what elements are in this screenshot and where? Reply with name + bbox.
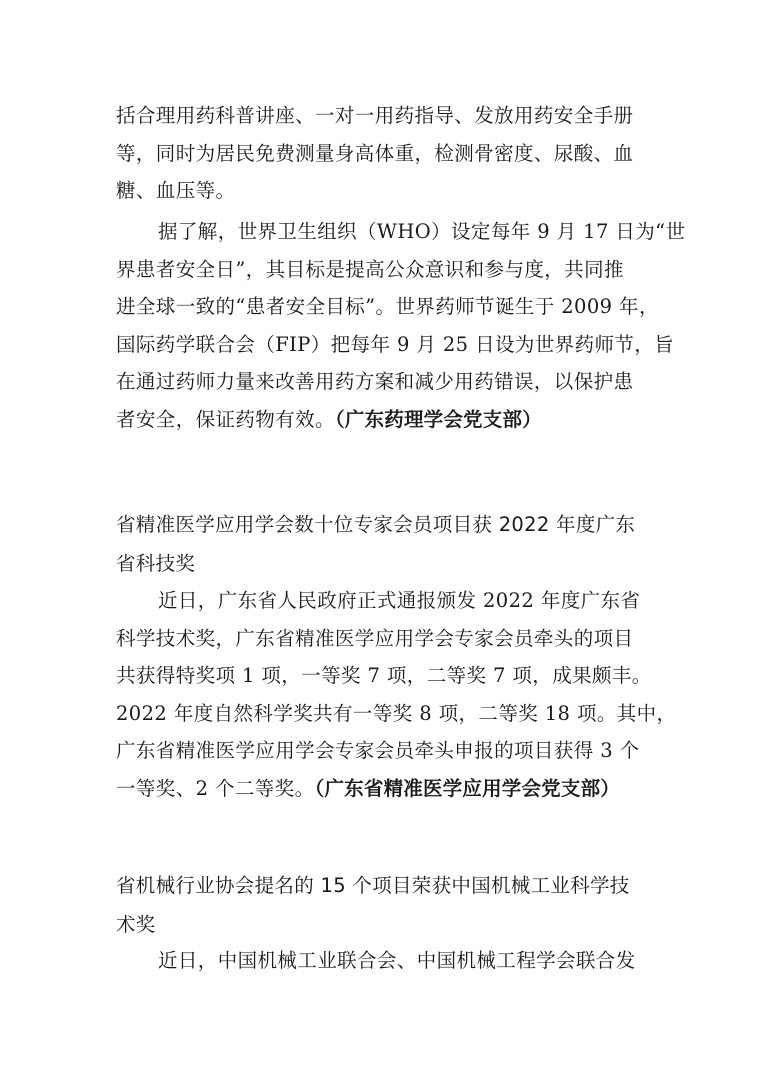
paragraph-line: 在通过药师力量来改善用药方案和减少用药错误，以保护患: [116, 370, 634, 394]
paragraph-text: 一等奖、2 个二等奖。: [116, 776, 315, 800]
paragraph-continued: [116, 97, 661, 210]
heading-line: 省科技奖: [116, 552, 196, 575]
paragraph-machinery-award: [116, 942, 661, 980]
paragraph-last-line: [116, 401, 661, 439]
paragraph-line: 国际药学联合会（FIP）把每年 9 月 25 日设为世界药师节，旨: [116, 332, 675, 356]
paragraph-text: 者安全，保证药物有效。: [116, 407, 335, 431]
paragraph-line: 科学技术奖，广东省精准医学应用学会专家会员牵头的项目: [116, 626, 634, 650]
paragraph-line: 据了解，世界卫生组织（WHO）设定每年 9 月 17 日为“世: [158, 220, 686, 243]
heading-line: 省机械行业协会提名的 15 个项目荣获中国机械工业科学技: [116, 874, 630, 897]
heading-line: 术奖: [116, 913, 156, 936]
paragraph-line: 广东省精准医学应用学会专家会员牵头申报的项目获得 3 个: [116, 739, 640, 763]
source-attribution: （广东省精准医学应用学会党支部）: [314, 776, 620, 800]
heading-line: 省精准医学应用学会数十位专家会员项目获 2022 年度广东: [116, 513, 636, 536]
paragraph-line: 进全球一致的“患者安全目标”。世界药师节诞生于 2009 年，: [116, 295, 659, 319]
paragraph-line: 界患者安全日”，其目标是提高公众意识和参与度，共同推: [116, 257, 624, 281]
paragraph-line: 糖、血压等。: [116, 179, 236, 203]
paragraph-line: 共获得特奖项 1 项，一等奖 7 项，二等奖 7 项，成果颇丰。: [116, 664, 652, 688]
section-heading: [116, 505, 661, 583]
paragraph-line: 等，同时为居民免费测量身高体重，检测骨密度、尿酸、血: [116, 141, 634, 165]
source-attribution: （广东药理学会党支部）: [334, 407, 542, 431]
paragraph-line: 括合理用药科普讲座、一对一用药指导、发放用药安全手册: [116, 104, 634, 127]
paragraph-line: 2022 年度自然科学奖共有一等奖 8 项，二等奖 18 项。其中，: [116, 701, 677, 725]
paragraph-last-line: [116, 770, 661, 808]
paragraph-science-award: [116, 582, 677, 808]
section-heading: [116, 866, 661, 944]
paragraph-line: 近日，中国机械工业联合会、中国机械工程学会联合发: [158, 949, 636, 972]
paragraph-world-patient-safety: [116, 213, 686, 439]
paragraph-line: 近日，广东省人民政府正式通报颁发 2022 年度广东省: [158, 589, 641, 612]
